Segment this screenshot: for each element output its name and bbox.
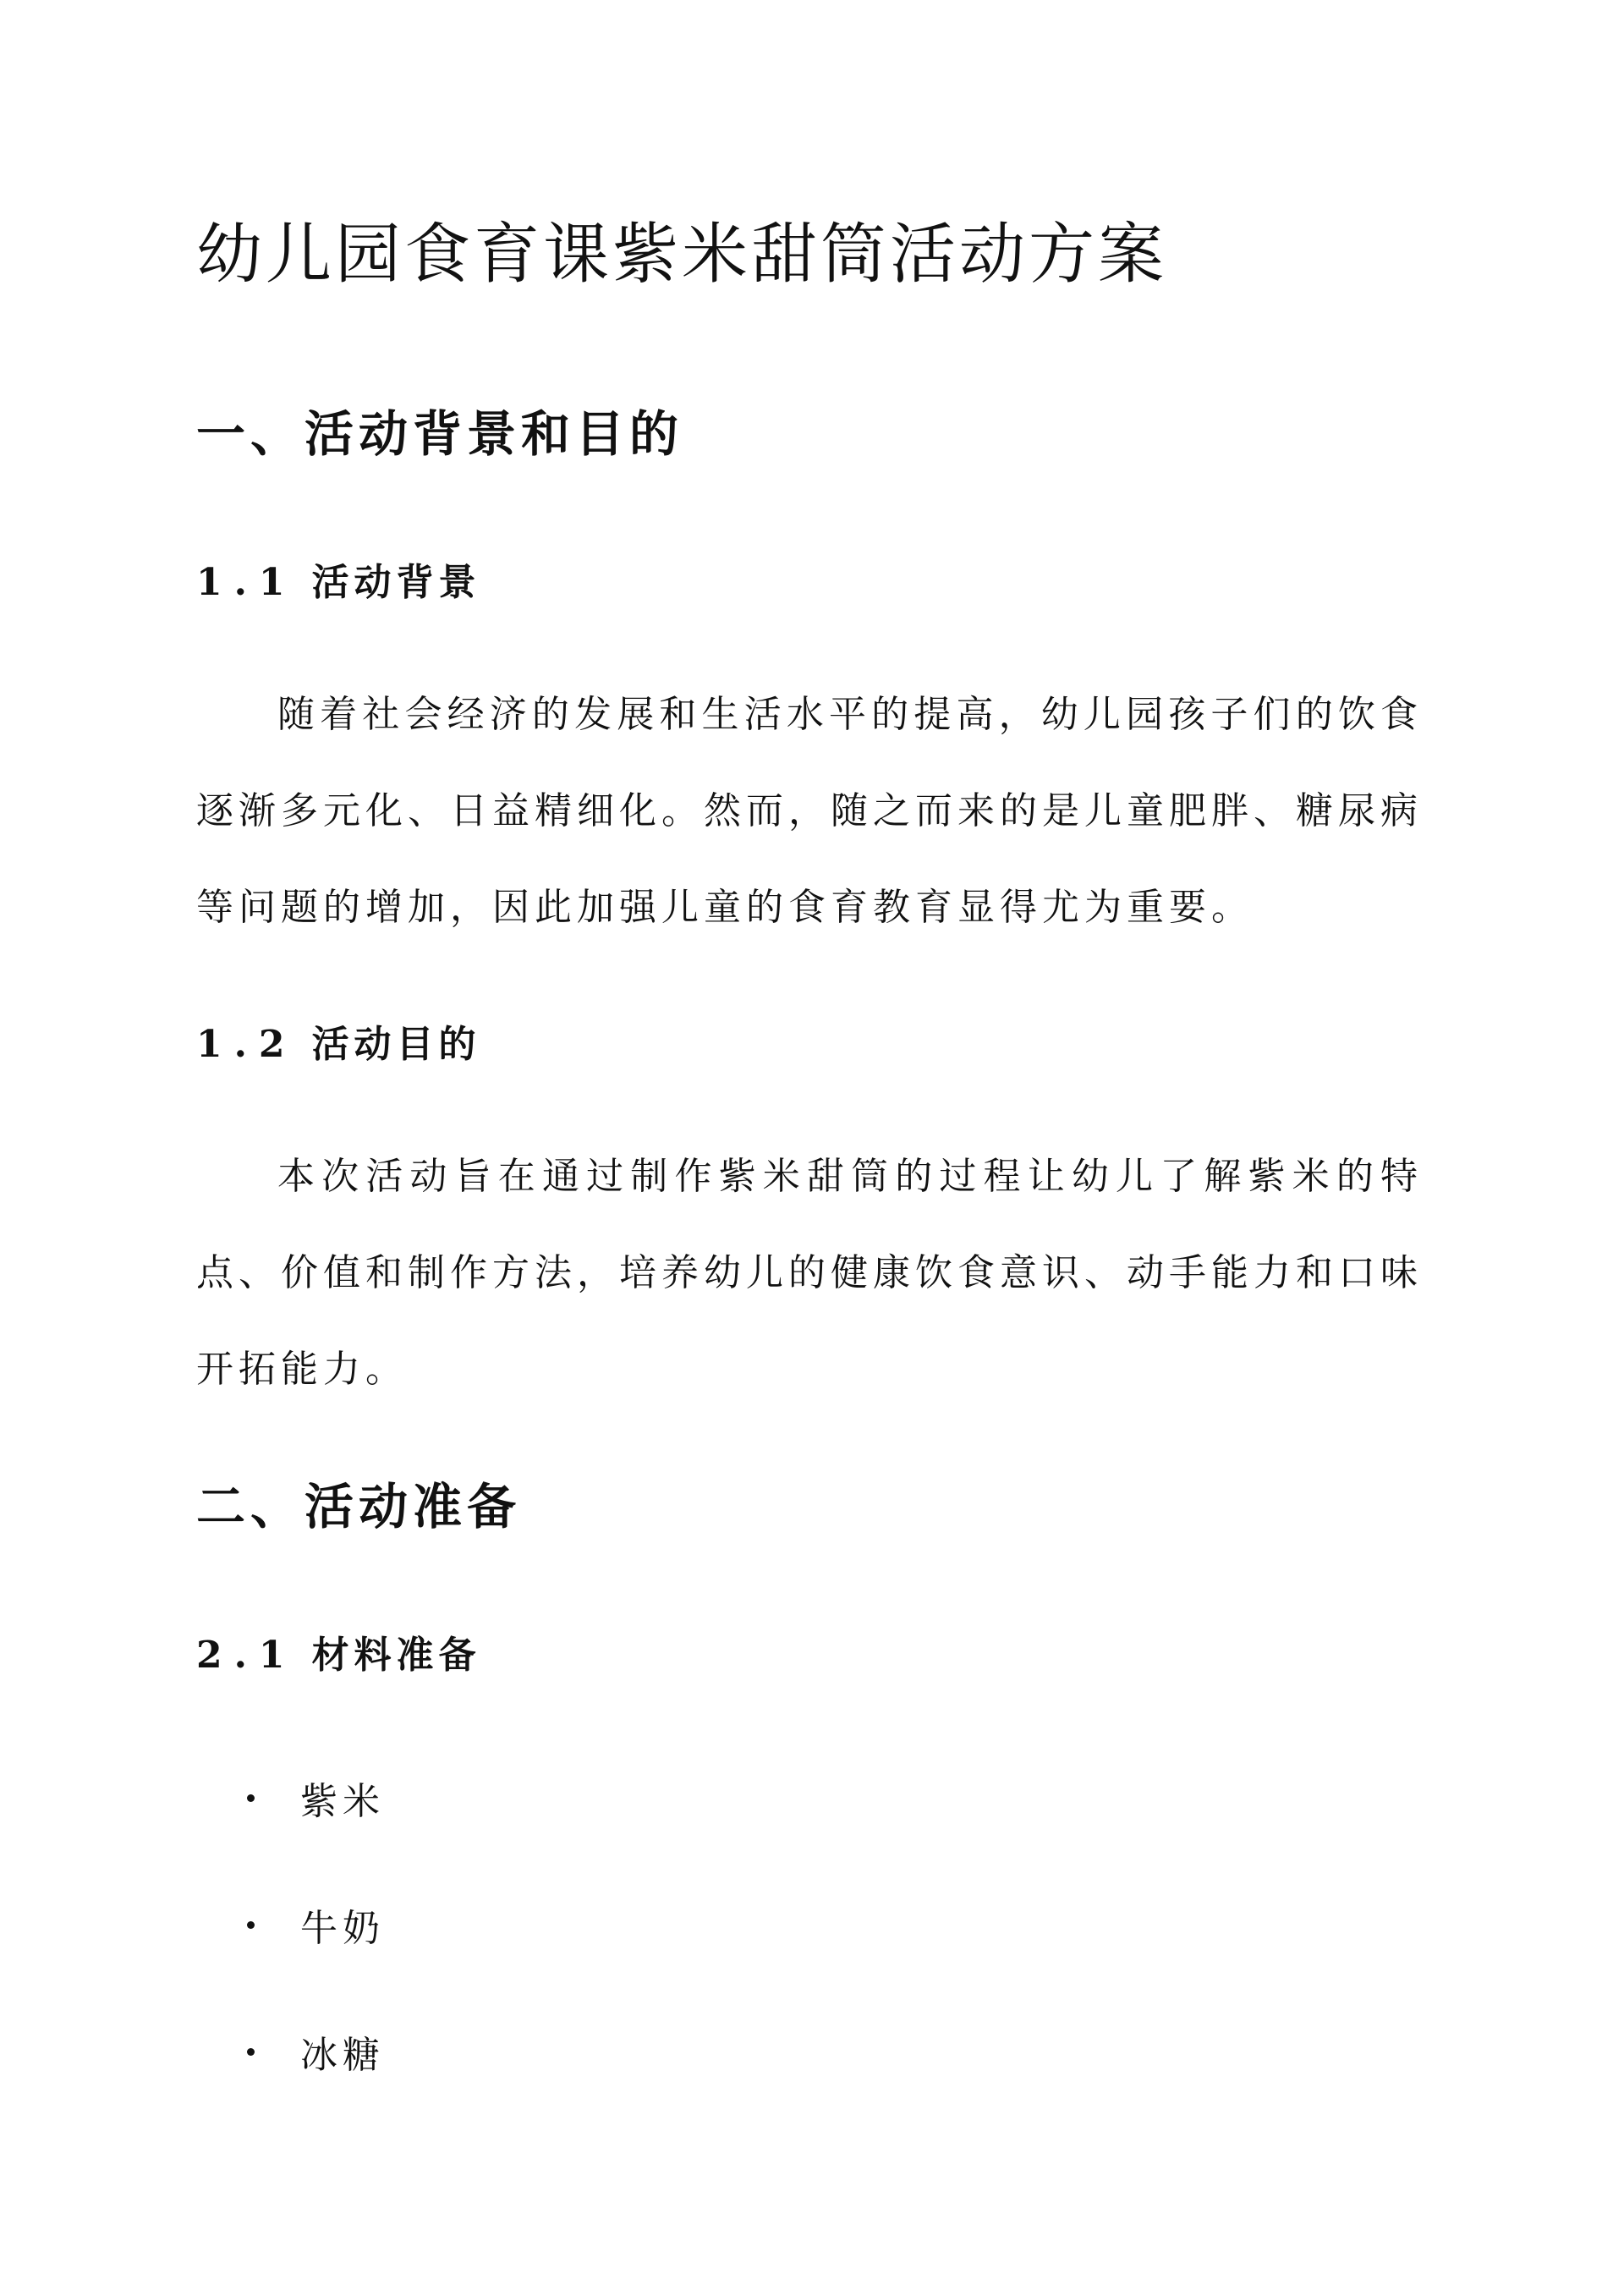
purpose-paragraph: 本次活动旨在通过制作紫米甜筒的过程让幼儿了解紫米的特点、价值和制作方法，培养幼儿的健康饮食意识、动手能力和口味开拓能力。 — [196, 1155, 1423, 1391]
bullet-icon — [247, 2048, 255, 2056]
document-title: 幼儿园食育课紫米甜筒活动方案 — [196, 217, 1168, 293]
list-item — [196, 1988, 385, 2115]
subsection-title: 活动目的 — [311, 1023, 481, 1066]
background-paragraph: 随着社会经济的发展和生活水平的提高，幼儿园孩子们的饮食逐渐多元化、日益精细化。然而，随之而来的是儿童肥胖、糖尿病等问题的增加，因此加强儿童的食育教育显得尤为重要。 — [196, 693, 1423, 929]
subsection-heading-materials — [196, 1624, 481, 1678]
list-item-label: 冰糖 — [300, 2034, 385, 2077]
subsection-number: 1.1 — [196, 561, 297, 604]
subsection-title: 活动背景 — [311, 561, 481, 604]
subsection-title: 材料准备 — [311, 1634, 481, 1677]
bullet-icon — [247, 1794, 255, 1802]
list-item — [196, 1861, 385, 1988]
subsection-heading-purpose — [196, 1013, 481, 1068]
subsection-number: 1.2 — [196, 1023, 297, 1066]
materials-list — [196, 1734, 385, 2115]
list-item — [196, 1734, 385, 1861]
list-item-label: 牛奶 — [300, 1907, 385, 1950]
section-heading-background-purpose: 一、活动背景和目的 — [196, 405, 684, 463]
bullet-icon — [247, 1921, 255, 1929]
subsection-heading-background — [196, 552, 481, 606]
list-item-label: 紫米 — [300, 1780, 385, 1823]
section-heading-preparation: 二、活动准备 — [196, 1478, 522, 1535]
subsection-number: 2.1 — [196, 1634, 297, 1677]
